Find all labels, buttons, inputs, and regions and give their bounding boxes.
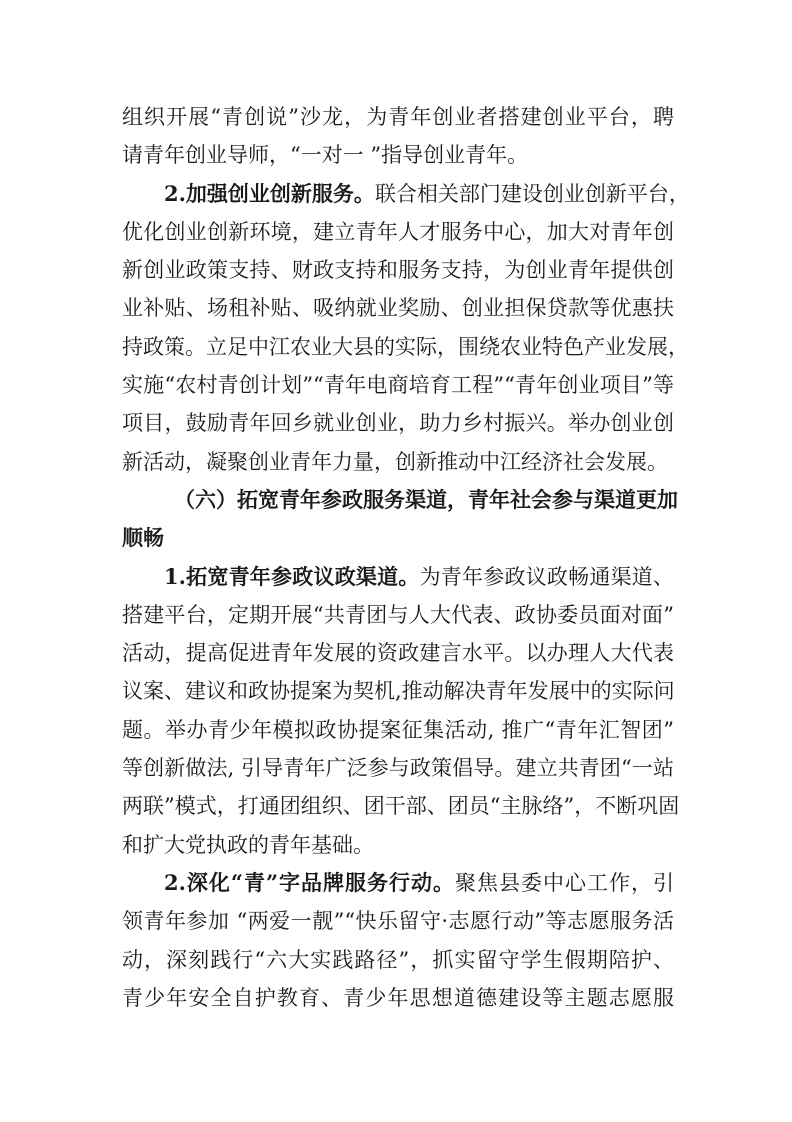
paragraph-line: 搭建平台，定期开展“共青团与人大代表、政协委员面对面”: [122, 602, 674, 627]
paragraph-text: 为青年参政议政畅通渠道、: [419, 564, 675, 589]
paragraph-line: 项目，鼓励青年回乡就业创业，助力乡村振兴。举办创业创: [122, 411, 674, 436]
paragraph-line: 新活动，凝聚创业青年力量，创新推动中江经济社会发展。: [122, 449, 668, 474]
subsection-heading: 1.拓宽青年参政议政渠道。: [164, 563, 420, 589]
section-title-continued: 顺畅: [122, 525, 164, 551]
section-heading-line: [122, 558, 674, 596]
paragraph-line: 业补贴、场租补贴、吸纳就业奖励、创业担保贷款等优惠扶: [122, 296, 674, 321]
section-heading-line: [122, 175, 690, 213]
paragraph-text: 联合相关部门建设创业创新平台，: [374, 181, 690, 206]
section-title: （六）拓宽青年参政服务渠道，青年社会参与渠道更加: [174, 486, 678, 512]
paragraph-line: 优化创业创新环境，建立青年人才服务中心，加大对青年创: [122, 219, 674, 244]
paragraph-line: 实施“农村青创计划”“青年电商培育工程”“青年创业项目”等: [122, 373, 674, 398]
section-heading-line: [122, 864, 674, 902]
paragraph-line: 题。举办青少年模拟政协提案征集活动, 推广“青年汇智团”: [122, 717, 674, 742]
paragraph-line: 请青年创业导师，“一对一 ”指导创业青年。: [122, 143, 529, 168]
paragraph-line: 两联”模式，打通团组织、团干部、团员“主脉络”，不断巩固: [122, 794, 680, 819]
paragraph-line: 持政策。立足中江农业大县的实际，围绕农业特色产业发展，: [122, 334, 689, 359]
paragraph-line: 和扩大党执政的青年基础。: [122, 832, 374, 857]
paragraph-line: 活动，提高促进青年发展的资政建言水平。以办理人大代表: [122, 641, 674, 666]
subsection-heading: 2.加强创业创新服务。: [164, 180, 375, 206]
paragraph-line: 组织开展“青创说”沙龙，为青年创业者搭建创业平台，聘: [122, 105, 674, 129]
subsection-heading: 2.深化“青”字品牌服务行动。: [164, 869, 456, 895]
paragraph-line: 新创业政策支持、财政支持和服务支持，为创业青年提供创: [122, 258, 674, 283]
paragraph-line: 议案、建议和政协提案为契机,推动解决青年发展中的实际问: [122, 679, 675, 704]
paragraph-line: 青少年安全自护教育、青少年思想道德建设等主题志愿服: [122, 985, 674, 1010]
paragraph-line: 动，深刻践行“六大实践路径”，抓实留守学生假期陪护、: [122, 947, 674, 972]
paragraph-line: 等创新做法, 引导青年广泛参与政策倡导。建立共青团“一站: [122, 756, 674, 781]
paragraph-text: 聚焦县委中心工作，引: [455, 870, 674, 895]
document-body: [122, 98, 690, 1017]
paragraph-line: 领青年参加 “两爱一靓”“快乐留守·志愿行动”等志愿服务活: [122, 909, 674, 934]
